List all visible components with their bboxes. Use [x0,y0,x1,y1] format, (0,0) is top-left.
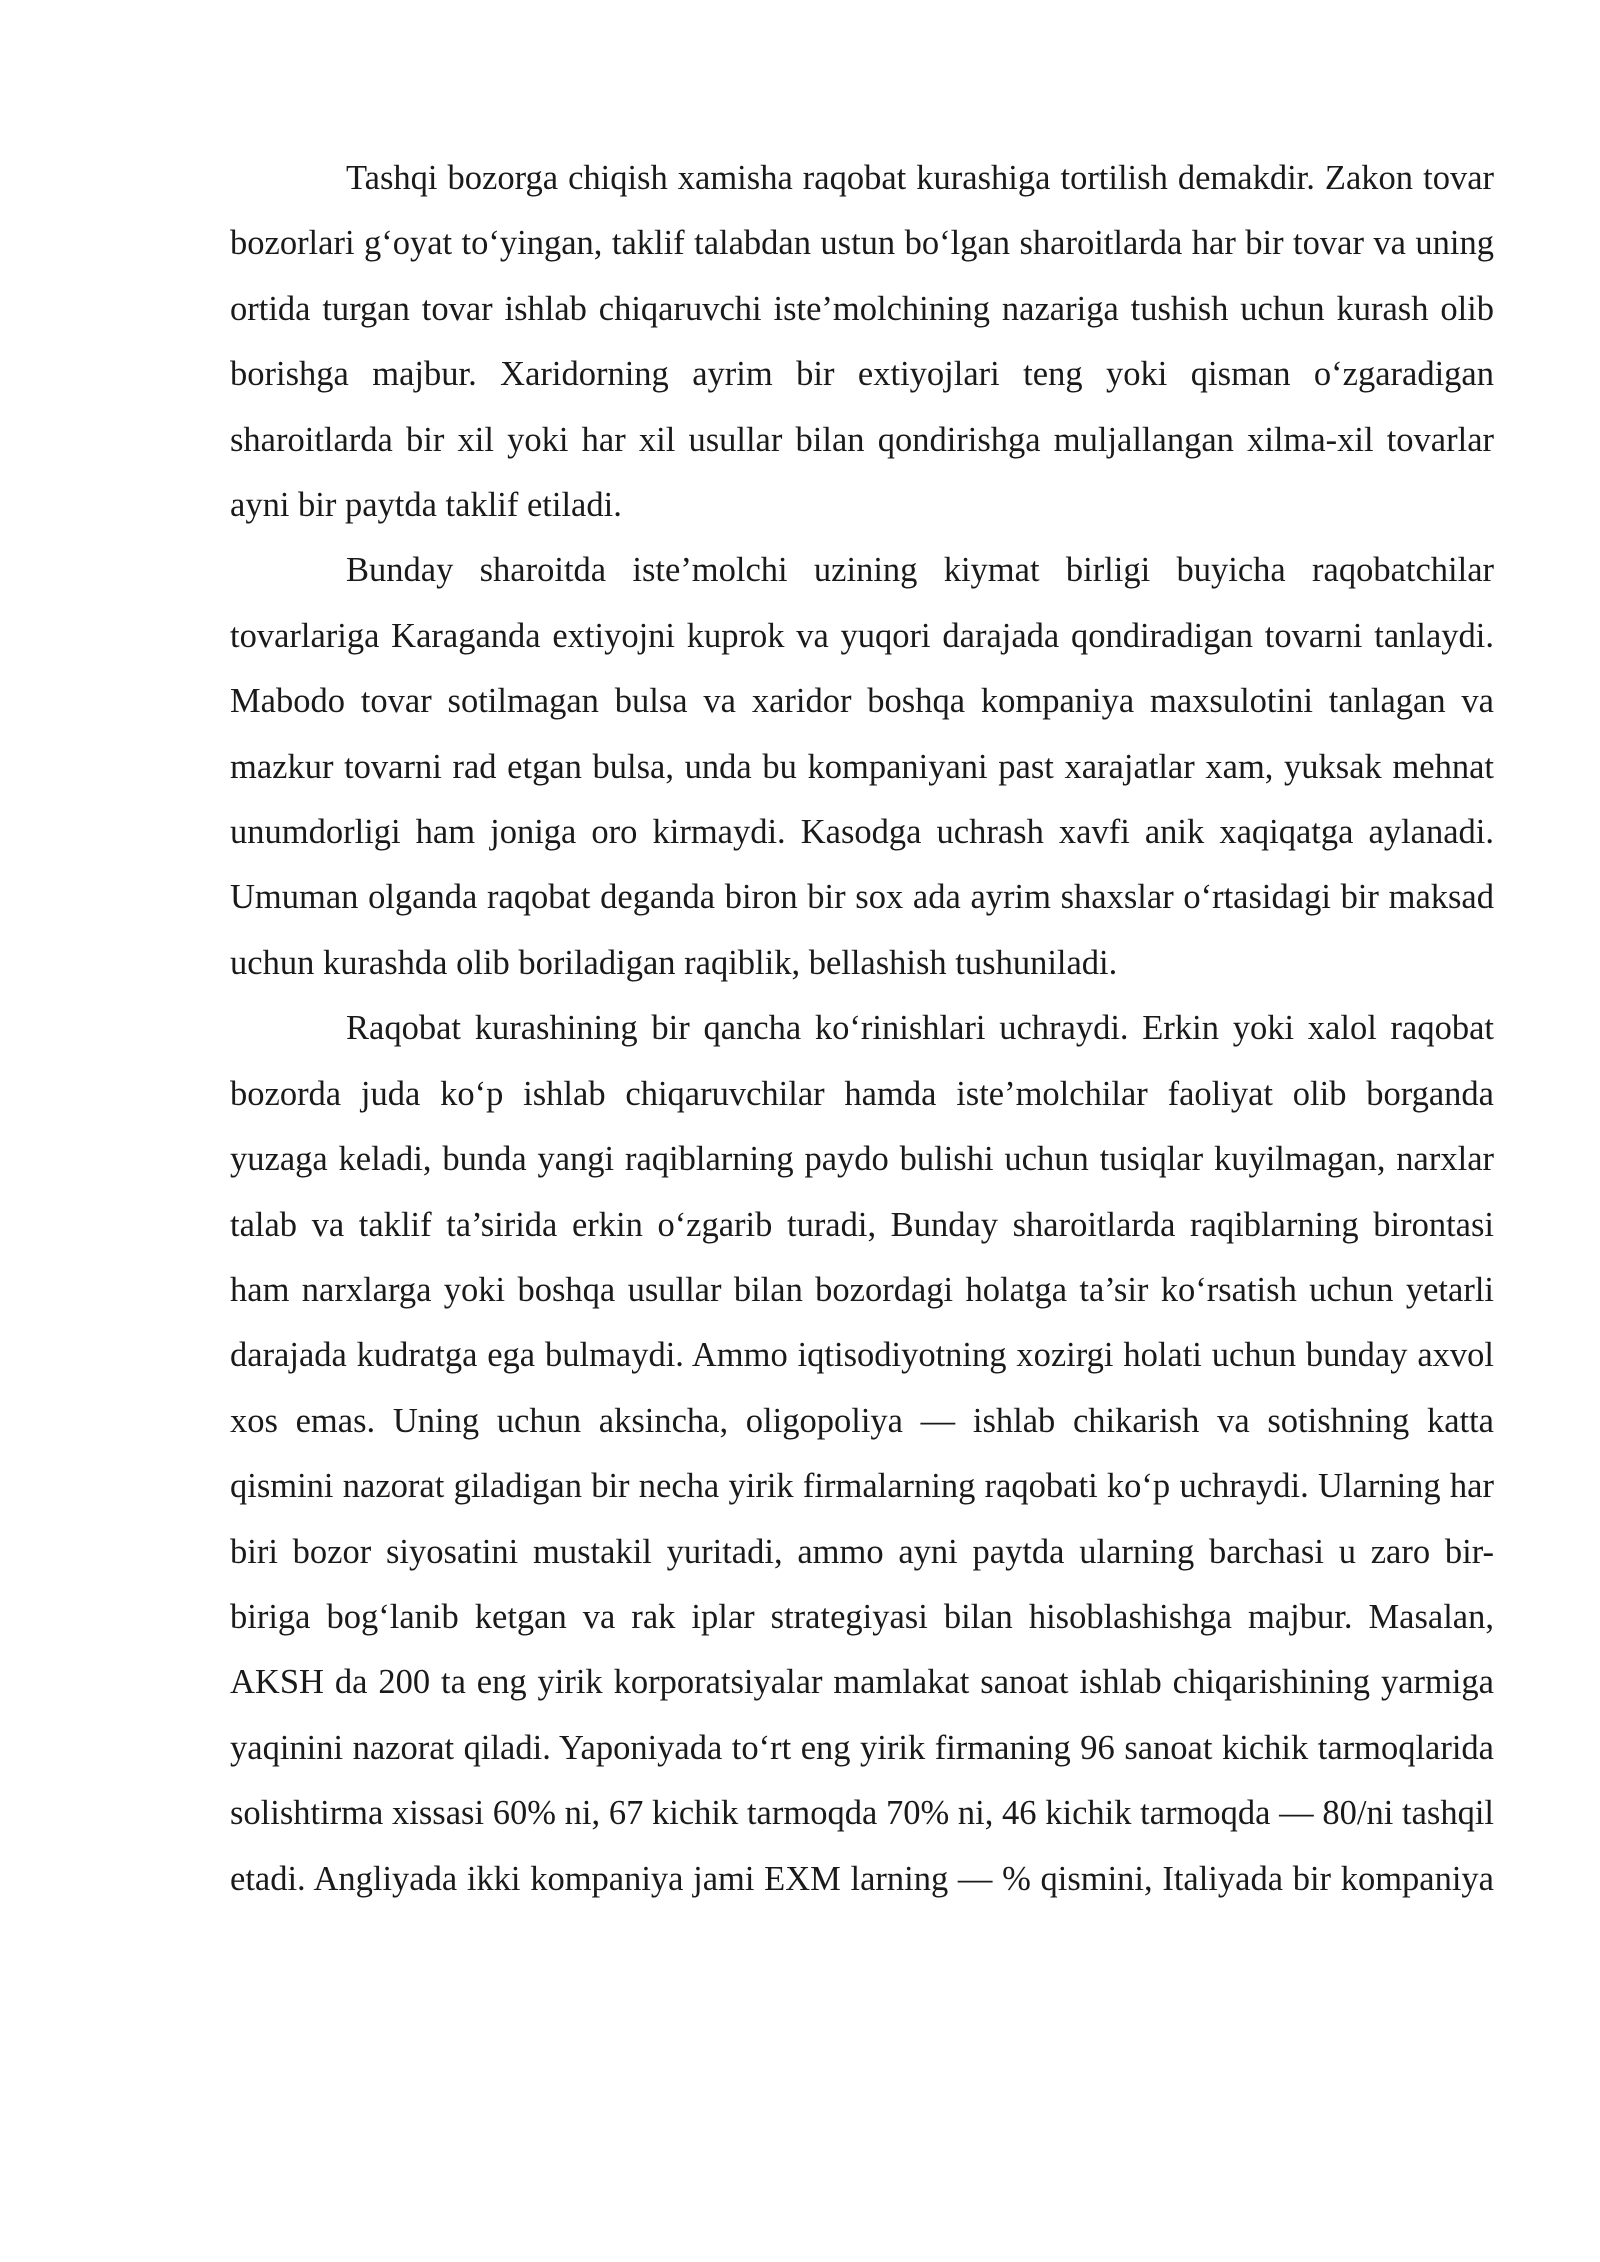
paragraph-2: Bunday sharoitda iste’molchi uzining kiymat birligi buyicha raqobatchilar tovarlariga Karaganda extiyojni kuprok va yuqori darajada qondiradigan tovarni tanlaydi. Mabodo tovar sotilmagan bulsa va xaridor boshqa kompaniya maxsulotini tanlagan va mazkur tovarni rad etgan bulsa, unda bu kompaniyani past xarajatlar xam, yuksak mehnat unumdorligi ham joniga oro kirmaydi. Kasodga uchrash xavfi anik xaqiqatga aylanadi. Umuman olganda raqobat deganda biron bir sox ada ayrim shaxslar o‘rtasidagi bir maksad uchun kurashda olib boriladigan raqiblik, bellashish tushuniladi. [230,551,1494,982]
paragraph-3: Raqobat kurashining bir qancha ko‘rinishlari uchraydi. Erkin yoki xalol raqobat bozorda juda ko‘p ishlab chiqaruvchilar hamda iste’molchilar faoliyat olib borganda yuzaga keladi, bunda yangi raqiblarning paydo bulishi uchun tusiqlar kuyilmagan, narxlar talab va taklif ta’sirida erkin o‘zgarib turadi, Bunday sharoitlarda raqiblarning birontasi ham narxlarga yoki boshqa usullar bilan bozordagi holatga ta’sir ko‘rsatish uchun yetarli darajada kudratga ega bulmaydi. Ammo iqtisodiyotning xozirgi holati uchun bunday axvol xos emas. Uning uchun aksincha, oligopoliya — ishlab chikarish va sotishning katta qismini nazorat giladigan bir necha yirik firmalarning raqobati ko‘p uchraydi. Ularning har biri bozor siyosatini mustakil yuritadi, ammo ayni paytda ularning barchasi u zaro bir-biriga bog‘lanib ketgan va rak iplar strategiyasi bilan hisoblashishga majbur. Masalan, AKSH da 200 ta eng yirik korporatsiyalar mamlakat sanoat ishlab chiqarishining yarmiga yaqinini nazorat qiladi. Yaponiyada to‘rt eng yirik firmaning 96 sanoat kichik tarmoqlarida solishtirma xissasi 60% ni, 67 kichik tarmoqda 70% ni, 46 kichik tarmoqda — 80/ni tashqil etadi. Angliyada ikki kompaniya jami EXM larning — % qismini, Italiyada bir kompaniya [230,1009,1494,1898]
document-body [230,146,1494,1912]
paragraph-1: Tashqi bozorga chiqish xamisha raqobat kurashiga tortilish demakdir. Zakon tovar bozorlari g‘oyat to‘yingan, taklif talabdan ustun bo‘lgan sharoitlarda har bir tovar va uning ortida turgan tovar ishlab chiqaruvchi iste’molchining nazariga tushish uchun kurash olib borishga majbur. Xaridorning ayrim bir extiyojlari teng yoki qisman o‘zgaradigan sharoitlarda bir xil yoki har xil usullar bilan qondirishga muljallangan xilma-xil tovarlar ayni bir paytda taklif etiladi. [230,159,1494,525]
